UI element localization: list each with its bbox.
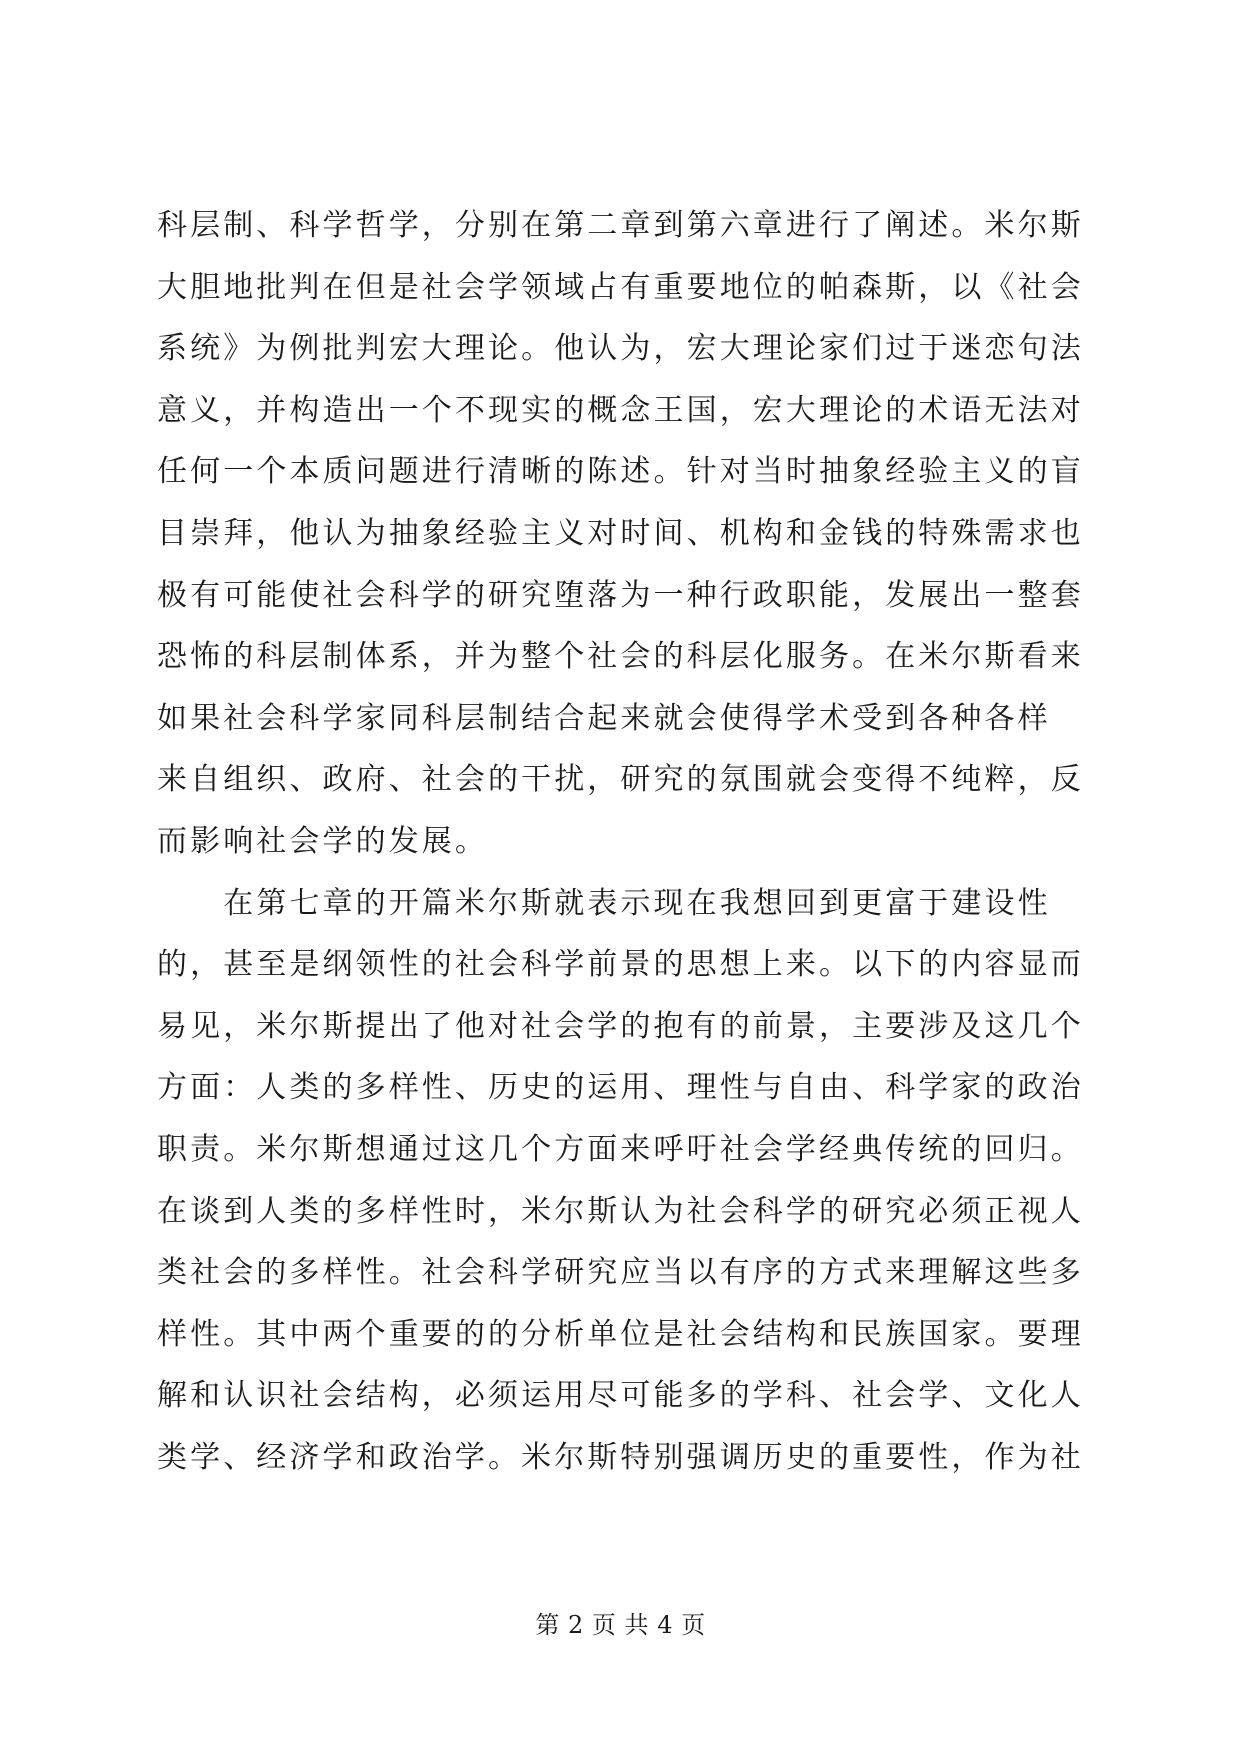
text-line: 类社会的多样性。社会科学研究应当以有序的方式来理解这些多 (157, 1255, 1084, 1291)
text-line: 的，甚至是纲领性的社会科学前景的思想上来。以下的内容显而 (157, 947, 1084, 983)
text-line: 恐怖的科层制体系，并为整个社会的科层化服务。在米尔斯看来 (157, 639, 1084, 675)
text-line: 来自组织、政府、社会的干扰，研究的氛围就会变得不纯粹，反 (157, 762, 1084, 798)
text-line: 目崇拜，他认为抽象经验主义对时间、机构和金钱的特殊需求也 (157, 515, 1084, 551)
text-line: 方面：人类的多样性、历史的运用、理性与自由、科学家的政治 (157, 1070, 1084, 1106)
text-line: 职责。米尔斯想通过这几个方面来呼吁社会学经典传统的回归。 (157, 1131, 1084, 1167)
text-line: 在第七章的开篇米尔斯就表示现在我想回到更富于建设性 (157, 885, 1051, 921)
text-line: 而影响社会学的发展。 (157, 823, 488, 859)
text-line: 类学、经济学和政治学。米尔斯特别强调历史的重要性，作为社 (157, 1439, 1084, 1475)
body-text (157, 195, 1097, 1488)
text-line: 样性。其中两个重要的的分析单位是社会结构和民族国家。要理 (157, 1316, 1084, 1352)
page-number-footer: 第 2 页 共 4 页 (535, 1611, 706, 1639)
text-line: 大胆地批判在但是社会学领域占有重要地位的帕森斯，以《社会 (157, 269, 1084, 305)
text-line: 任何一个本质问题进行清晰的陈述。针对当时抽象经验主义的盲 (157, 454, 1084, 490)
text-line: 在谈到人类的多样性时，米尔斯认为社会科学的研究必须正视人 (157, 1193, 1084, 1229)
text-line: 系统》为例批判宏大理论。他认为，宏大理论家们过于迷恋句法 (157, 331, 1084, 367)
text-line: 解和认识社会结构，必须运用尽可能多的学科、社会学、文化人 (157, 1378, 1084, 1414)
text-line: 科层制、科学哲学，分别在第二章到第六章进行了阐述。米尔斯 (157, 208, 1084, 243)
text-line: 易见，米尔斯提出了他对社会学的抱有的前景，主要涉及这几个 (157, 1008, 1084, 1044)
text-line: 极有可能使社会科学的研究堕落为一种行政职能，发展出一整套 (157, 577, 1084, 613)
text-line: 意义，并构造出一个不现实的概念王国，宏大理论的术语无法对 (157, 392, 1084, 428)
text-line: 如果社会科学家同科层制结合起来就会使得学术受到各种各样 (157, 700, 1051, 736)
